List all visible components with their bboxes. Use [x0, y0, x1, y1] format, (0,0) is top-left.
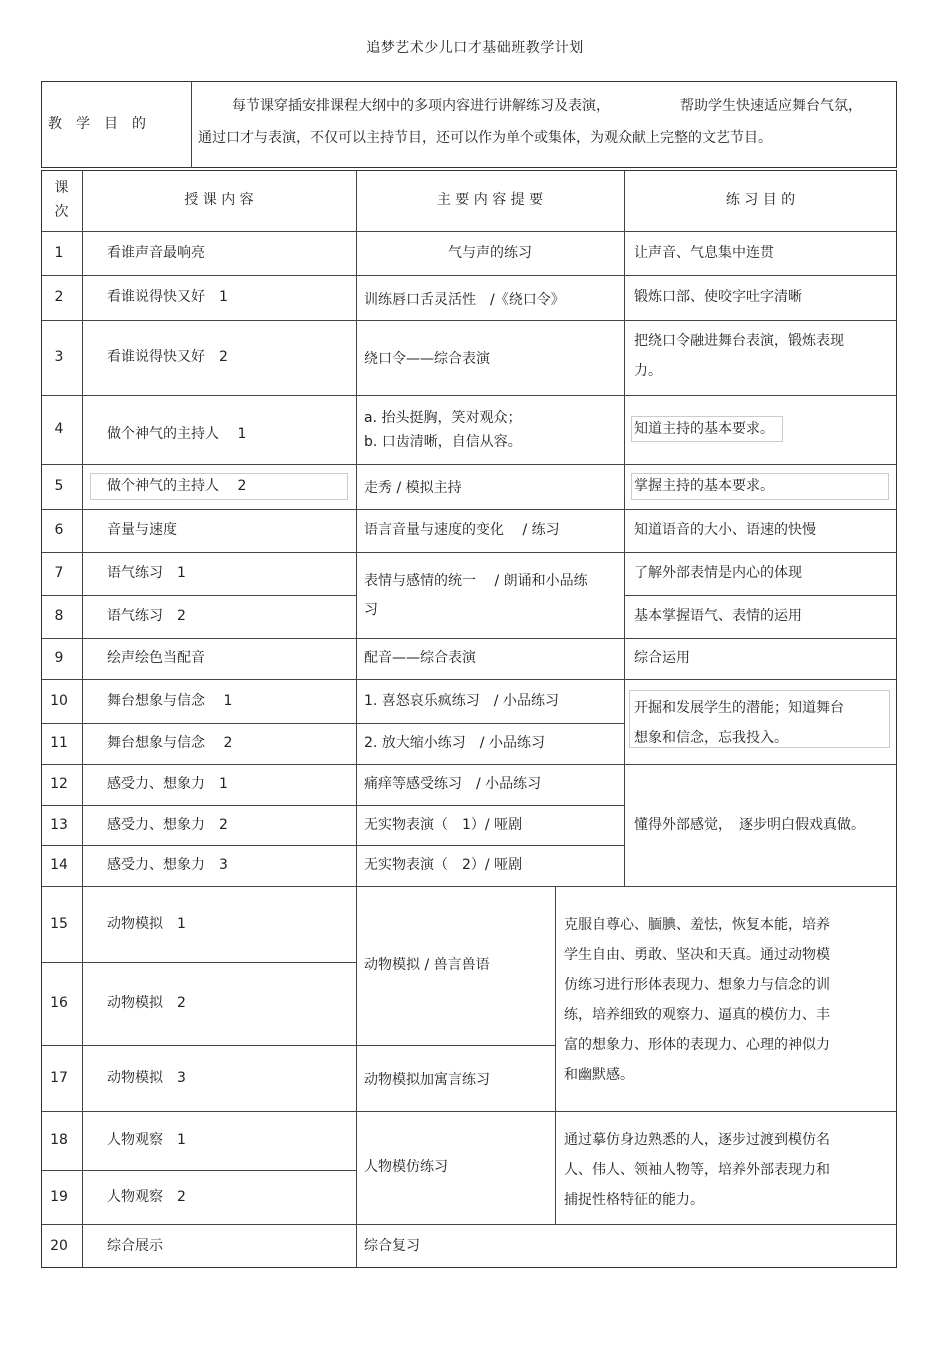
- purpose: 懂得外部感觉， 逐步明白假戏真做。: [634, 816, 865, 833]
- key-point: 无实物表演（ 1）/ 哑剧: [364, 816, 523, 833]
- key-point: 无实物表演（ 2）/ 哑剧: [364, 857, 523, 873]
- lesson-content: 舞台想象与信念 1: [107, 692, 233, 709]
- lesson-no: 16: [50, 995, 68, 1011]
- key-point: 表情与感情的统一 / 朗诵和小品练: [364, 572, 588, 589]
- lesson-no: 7: [54, 565, 64, 581]
- header-purpose: 练 习 目 的: [725, 192, 796, 208]
- lesson-no: 19: [50, 1188, 68, 1205]
- lesson-content: 动物模拟 1: [107, 915, 186, 932]
- header-lesson-no: 课 次: [54, 179, 69, 220]
- lesson-no: 4: [54, 421, 64, 437]
- lesson-content: 看谁声音最响亮: [107, 244, 205, 261]
- header-key-points: 主 要 内 容 提 要: [436, 192, 544, 208]
- lesson-no: 11: [50, 735, 68, 751]
- lesson-no: 1: [54, 244, 64, 261]
- lesson-no: 20: [50, 1237, 68, 1254]
- lesson-content: 音量与速度: [107, 522, 177, 538]
- purpose: 知道主持的基本要求。: [634, 420, 774, 437]
- key-point: 气与声的练习: [448, 244, 532, 261]
- lesson-no: 2: [54, 289, 64, 305]
- goal-line-1a: 每节课穿插安排课程大纲中的多项内容进行讲解练习及表演，: [232, 97, 610, 114]
- purpose: 练，培养细致的观察力、逼真的模仿力、丰: [564, 1006, 830, 1023]
- key-point: 1. 喜怒哀乐疯练习 / 小品练习: [364, 692, 559, 709]
- lesson-content: 做个神气的主持人 2: [107, 478, 247, 494]
- key-point: 痛痒等感受练习 / 小品练习: [364, 776, 542, 792]
- lesson-content: 语气练习 2: [107, 608, 186, 624]
- key-point: a. 抬头挺胸，笑对观众；: [364, 409, 522, 426]
- key-point: 绕口令——综合表演: [364, 350, 490, 367]
- lesson-no: 18: [50, 1132, 68, 1148]
- lesson-no: 12: [50, 776, 68, 792]
- lesson-no: 9: [54, 650, 64, 666]
- purpose: 想象和信念，忘我投入。: [634, 729, 788, 746]
- purpose: 把绕口令融进舞台表演，锻炼表现: [634, 332, 844, 349]
- purpose: 人、伟人、领袖人物等，培养外部表现力和: [564, 1161, 830, 1178]
- purpose: 捕捉性格特征的能力。: [564, 1191, 704, 1208]
- lesson-no: 14: [50, 857, 68, 873]
- lesson-content: 动物模拟 2: [107, 995, 186, 1011]
- lesson-content: 看谁说得快又好 1: [107, 289, 228, 305]
- purpose: 了解外部表情是内心的体现: [634, 565, 802, 581]
- key-point: 语言音量与速度的变化 / 练习: [364, 522, 560, 538]
- header-content: 授 课 内 容: [184, 192, 254, 208]
- goal-line-2: 通过口才与表演，不仅可以主持节目，还可以作为单个或集体，为观众献上完整的文艺节目。: [198, 129, 772, 146]
- lesson-content: 感受力、想象力 3: [107, 857, 228, 873]
- key-point: 习: [364, 601, 378, 618]
- purpose: 和幽默感。: [564, 1066, 634, 1083]
- purpose: 基本掌握语气、表情的运用: [634, 608, 802, 624]
- key-point: 动物模拟 / 兽言兽语: [364, 957, 490, 973]
- purpose: 综合运用: [634, 650, 690, 666]
- key-point: 综合复习: [364, 1237, 420, 1254]
- key-point: 动物模拟加寓言练习: [364, 1072, 490, 1088]
- document-title: 追梦艺术少儿口才基础班教学计划: [366, 40, 584, 56]
- key-point: 走秀 / 模拟主持: [364, 480, 462, 496]
- lesson-content: 综合展示: [107, 1237, 163, 1254]
- lesson-content: 人物观察 1: [107, 1132, 186, 1148]
- purpose: 掌握主持的基本要求。: [634, 478, 774, 494]
- purpose: 通过摹仿身边熟悉的人，逐步过渡到模仿名: [564, 1131, 830, 1148]
- key-point: 训练唇口舌灵活性 /《绕口令》: [364, 292, 565, 308]
- purpose: 知道语音的大小、语速的快慢: [634, 522, 816, 538]
- lesson-no: 17: [50, 1069, 68, 1086]
- goal-label: 教 学 目 的: [48, 116, 146, 132]
- lesson-content: 动物模拟 3: [107, 1069, 186, 1086]
- lesson-no: 15: [50, 915, 68, 932]
- lesson-no: 5: [54, 478, 64, 494]
- purpose: 仿练习进行形体表现力、想象力与信念的训: [564, 976, 830, 993]
- lesson-content: 做个神气的主持人 1: [107, 426, 247, 442]
- key-point: 配音——综合表演: [364, 650, 476, 666]
- purpose: 让声音、气息集中连贯: [634, 244, 774, 261]
- lesson-no: 13: [50, 816, 68, 833]
- lesson-no: 6: [54, 522, 64, 538]
- lesson-content: 语气练习 1: [107, 565, 186, 581]
- lesson-content: 舞台想象与信念 2: [107, 735, 233, 751]
- purpose: 力。: [634, 362, 662, 379]
- lesson-content: 人物观察 2: [107, 1188, 186, 1205]
- key-point: 人物模仿练习: [364, 1159, 448, 1175]
- lesson-content: 感受力、想象力 2: [107, 816, 228, 833]
- key-point: 2. 放大缩小练习 / 小品练习: [364, 735, 545, 751]
- purpose: 富的想象力、形体的表现力、心理的神似力: [564, 1036, 830, 1053]
- lesson-no: 3: [54, 349, 64, 365]
- lesson-no: 10: [50, 692, 68, 709]
- key-point: b. 口齿清晰，自信从容。: [364, 433, 522, 450]
- purpose: 开掘和发展学生的潜能；知道舞台: [634, 699, 844, 716]
- purpose: 锻炼口部、使咬字吐字清晰: [634, 289, 802, 305]
- purpose: 学生自由、勇敢、坚决和天真。通过动物模: [564, 946, 830, 963]
- lesson-content: 看谁说得快又好 2: [107, 349, 228, 365]
- lesson-content: 感受力、想象力 1: [107, 776, 228, 792]
- lesson-content: 绘声绘色当配音: [107, 650, 205, 666]
- purpose: 克服自尊心、腼腆、羞怯，恢复本能，培养: [564, 916, 830, 933]
- goal-line-1b: 帮助学生快速适应舞台气氛，: [680, 97, 862, 114]
- lesson-no: 8: [54, 608, 64, 624]
